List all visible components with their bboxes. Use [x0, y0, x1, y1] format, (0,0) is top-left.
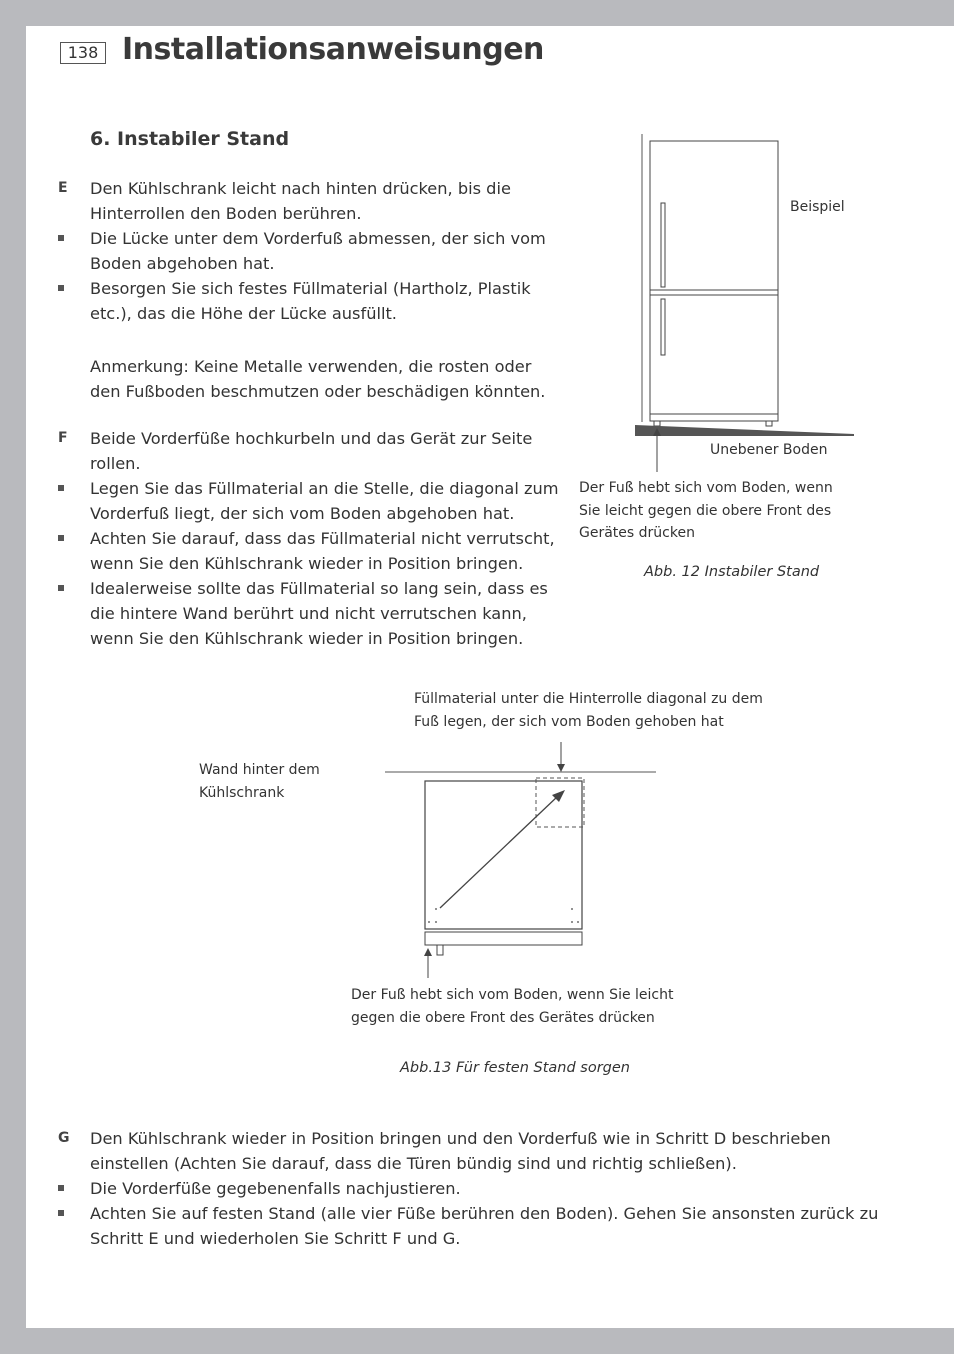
text-line: Achten Sie darauf, dass das Füllmaterial nicht verrutscht, — [90, 529, 555, 548]
text-line: den Fußboden beschmutzen oder beschädigen könnten. — [90, 382, 546, 401]
text-line: Hinterrollen den Boden berühren. — [90, 204, 362, 223]
figure-12-label-foot — [579, 477, 833, 545]
text-line: Idealerweise sollte das Füllmaterial so lang sein, dass es — [90, 579, 548, 598]
text-line: etc.), das die Höhe der Lücke ausfüllt. — [90, 304, 397, 323]
step-f-text — [90, 426, 532, 476]
step-g-bullet-1 — [90, 1176, 461, 1201]
step-g-text — [90, 1126, 831, 1176]
text-line: rollen. — [90, 454, 141, 473]
text-line: Der Fuß hebt sich vom Boden, wenn — [579, 480, 833, 496]
figure-12-label-example: Beispiel — [790, 199, 845, 215]
bullet-marker — [58, 1185, 64, 1191]
figure-13-label-foot — [351, 984, 673, 1029]
text-line: gegen die obere Front des Gerätes drücken — [351, 1009, 655, 1026]
bullet-marker — [58, 585, 64, 591]
text-line: wenn Sie den Kühlschrank wieder in Position bringen. — [90, 554, 524, 573]
figure-12-illustration — [626, 130, 866, 480]
text-line: Legen Sie das Füllmaterial an die Stelle, die diagonal zum — [90, 479, 559, 498]
bullet-marker — [58, 535, 64, 541]
step-e-text — [90, 176, 511, 226]
figure-13-label-filler — [414, 688, 763, 733]
step-marker-f: F — [58, 430, 68, 446]
text-line: Achten Sie auf festen Stand (alle vier Füße berühren den Boden). Gehen Sie ansonsten zurück zu — [90, 1204, 879, 1223]
bullet-marker — [58, 285, 64, 291]
text-line: Die Lücke unter dem Vorderfuß abmessen, der sich vom — [90, 229, 546, 248]
text-line: Den Kühlschrank wieder in Position bringen und den Vorderfuß wie in Schritt D beschrieben — [90, 1129, 831, 1148]
figure-13-caption: Abb.13 Für festen Stand sorgen — [400, 1060, 630, 1076]
text-line: Wand hinter dem — [199, 762, 320, 778]
text-line: wenn Sie den Kühlschrank wieder in Position bringen. — [90, 629, 524, 648]
text-line: Vorderfuß liegt, der sich vom Boden abgehoben hat. — [90, 504, 515, 523]
text-line: Die Vorderfüße gegebenenfalls nachjustieren. — [90, 1179, 461, 1198]
step-f-bullet-3 — [90, 576, 548, 651]
text-line: Den Kühlschrank leicht nach hinten drücken, bis die — [90, 179, 511, 198]
page-title: Installationsanweisungen — [122, 32, 544, 67]
step-e-note — [90, 354, 545, 404]
text-line: Füllmaterial unter die Hinterrolle diagonal zu dem — [414, 691, 763, 707]
figure-13-illustration — [382, 740, 662, 990]
text-line: Fuß legen, der sich vom Boden gehoben hat — [414, 713, 724, 730]
figure-12-label-floor: Unebener Boden — [710, 442, 828, 458]
text-line: Besorgen Sie sich festes Füllmaterial (Hartholz, Plastik — [90, 279, 531, 298]
text-line: einstellen (Achten Sie darauf, dass die Türen bündig sind und richtig schließen). — [90, 1154, 737, 1173]
page-number: 138 — [60, 42, 106, 64]
text-line: Boden abgehoben hat. — [90, 254, 275, 273]
text-line: Beide Vorderfüße hochkurbeln und das Gerät zur Seite — [90, 429, 533, 448]
step-f-bullet-2 — [90, 526, 555, 576]
text-line: Schritt E und wiederholen Sie Schritt F und G. — [90, 1229, 461, 1248]
manual-page — [26, 26, 954, 1328]
step-e-bullet-2 — [90, 276, 531, 326]
step-g-bullet-2 — [90, 1201, 878, 1251]
text-line: Anmerkung: Keine Metalle verwenden, die rosten oder — [90, 357, 532, 376]
step-e-bullet-1 — [90, 226, 546, 276]
text-line: die hintere Wand berührt und nicht verrutschen kann, — [90, 604, 527, 623]
bullet-marker — [58, 235, 64, 241]
text-line: Sie leicht gegen die obere Front des — [579, 502, 832, 519]
step-marker-g: G — [58, 1130, 70, 1146]
figure-12-caption: Abb. 12 Instabiler Stand — [644, 564, 820, 580]
step-f-bullet-1 — [90, 476, 559, 526]
figure-13-label-wall — [199, 759, 320, 804]
text-line: Kühlschrank — [199, 784, 285, 801]
section-heading: 6. Instabiler Stand — [90, 128, 290, 150]
bullet-marker — [58, 485, 64, 491]
text-line: Gerätes drücken — [579, 525, 695, 541]
bullet-marker — [58, 1210, 64, 1216]
step-marker-e: E — [58, 180, 68, 196]
text-line: Der Fuß hebt sich vom Boden, wenn Sie leicht — [351, 987, 674, 1003]
